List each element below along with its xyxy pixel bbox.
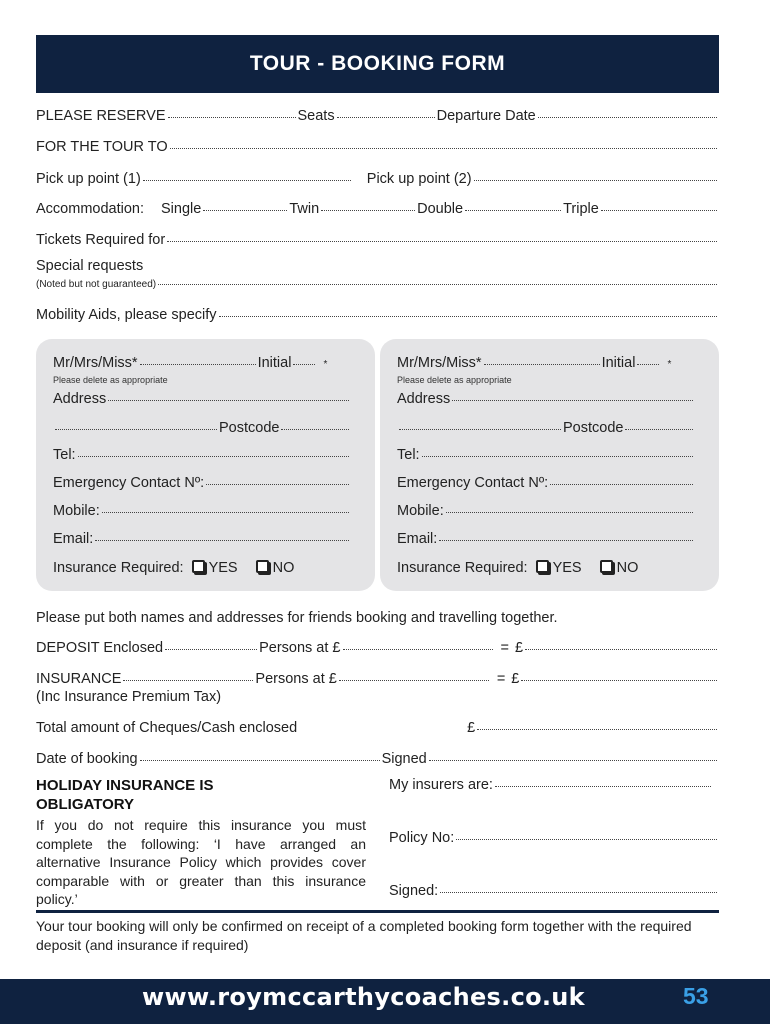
address-line2-field[interactable] [399,429,561,430]
triple-field[interactable] [601,210,717,211]
insurance-signed-label: Signed: [389,883,439,899]
insurance-yes-checkbox[interactable] [536,560,549,573]
title-label: Mr/Mrs/Miss* [53,355,138,371]
mobile-field[interactable] [102,512,349,513]
email-field[interactable] [95,540,349,541]
twin-field[interactable] [321,210,415,211]
pickup2-field[interactable] [474,180,717,181]
insurance-total-field[interactable] [521,680,717,681]
equals-sign: = [496,671,506,687]
email-label: Email: [397,531,438,547]
no-label: NO [272,560,295,576]
emergency-field[interactable] [550,484,693,485]
pickup1-label: Pick up point (1) [36,171,141,187]
emergency-field[interactable] [206,484,349,485]
tour-to-field[interactable] [170,148,717,149]
emergency-label: Emergency Contact Nº: [397,475,549,491]
initial-field[interactable] [293,364,315,365]
equals-sign: = [500,640,509,656]
delete-note: Please delete as appropriate [397,375,512,385]
confirmation-note: Your tour booking will only be confirmed on receipt of a completed booking form together with the required deposit (and insurance if required) [36,918,692,953]
both-names-note: Please put both names and addresses for friends booking and travelling together. [36,610,558,626]
accommodation-label: Accommodation: [36,201,144,217]
special-note: (Noted but not guaranteed) [36,279,157,290]
initial-label: Initial [601,355,636,371]
insurers-row [389,777,719,793]
persons-at-label: Persons at £ [255,671,337,687]
tel-label: Tel: [397,447,420,463]
address-line2-field[interactable] [55,429,217,430]
mobility-label: Mobility Aids, please specify [36,307,217,323]
asterisk: * [323,359,328,370]
seats-field[interactable] [168,117,296,118]
insurance-signed-row [389,883,719,899]
insurance-no-checkbox[interactable] [600,560,613,573]
name-field[interactable] [140,364,256,365]
page-number: 53 [683,983,709,1009]
deposit-amount-field[interactable] [343,649,493,650]
insurance-label: INSURANCE [36,671,122,687]
insurers-label: My insurers are: [389,777,493,793]
insurance-label: Insurance Required: [397,560,528,576]
email-label: Email: [53,531,94,547]
tour-to-label: FOR THE TOUR TO [36,139,168,155]
deposit-label: DEPOSIT Enclosed [36,640,164,656]
insurance-signed-field[interactable] [440,892,717,893]
insurance-note: If you do not require this insurance you must complete the following: ‘I have arranged an alternative Insurance Policy which provides cover comparable with or greater than this insurance policy.’ [36,817,366,907]
deposit-persons-field[interactable] [165,649,257,650]
seats-spacer [337,117,435,118]
initial-label: Initial [257,355,292,371]
mobile-label: Mobile: [53,503,100,519]
pound-sign: £ [467,720,476,736]
postcode-field[interactable] [625,429,693,430]
date-of-booking-field[interactable] [140,760,380,761]
address-field[interactable] [108,400,349,401]
emergency-label: Emergency Contact Nº: [53,475,205,491]
double-field[interactable] [465,210,561,211]
mobile-label: Mobile: [397,503,444,519]
persons-at-label: Persons at £ [259,640,341,656]
policy-row [389,830,719,846]
insurance-persons-field[interactable] [123,680,253,681]
insurance-amount-field[interactable] [339,680,489,681]
signed-field[interactable] [429,760,717,761]
postcode-label: Postcode [563,420,624,436]
tickets-row [36,232,719,248]
inc-tax-label: (Inc Insurance Premium Tax) [36,689,222,705]
departure-label: Departure Date [436,108,536,124]
email-field[interactable] [439,540,693,541]
policy-label: Policy No: [389,830,455,846]
divider [36,910,719,913]
address-label: Address [397,391,451,407]
total-field[interactable] [477,729,717,730]
single-label: Single [161,201,202,217]
insurance-label: Insurance Required: [53,560,184,576]
date-signed-row [36,751,719,767]
triple-label: Triple [563,201,599,217]
title-label: Mr/Mrs/Miss* [397,355,482,371]
passenger-panel-1 [36,339,375,591]
twin-label: Twin [289,201,320,217]
special-row [36,258,719,274]
tickets-field[interactable] [167,241,717,242]
insurers-field[interactable] [495,786,711,787]
pickup1-field[interactable] [143,180,351,181]
initial-field[interactable] [637,364,659,365]
tickets-label: Tickets Required for [36,232,166,248]
insurance-yes-checkbox[interactable] [192,560,205,573]
website-link[interactable]: www.roymccarthycoaches.co.uk [142,983,585,1011]
deposit-total-field[interactable] [525,649,717,650]
departure-date-field[interactable] [538,117,717,118]
tel-field[interactable] [422,456,693,457]
insurance-heading-line1: HOLIDAY INSURANCE IS [36,777,214,794]
insurance-heading-line2: OBLIGATORY [36,796,135,813]
mobile-field[interactable] [446,512,693,513]
pickup-row [36,171,719,187]
yes-label: YES [208,560,238,576]
reserve-label: PLEASE RESERVE [36,108,166,124]
double-label: Double [417,201,464,217]
reserve-row [36,108,719,124]
tel-label: Tel: [53,447,76,463]
pound-sign: £ [514,640,524,656]
passenger-panel-2 [380,339,719,591]
delete-note: Please delete as appropriate [53,375,168,385]
total-label: Total amount of Cheques/Cash enclosed [36,720,298,736]
address-field[interactable] [452,400,693,401]
address-label: Address [53,391,107,407]
special-note-row [36,279,719,290]
inc-tax-row [36,689,719,705]
signed-label: Signed [381,751,427,767]
mobility-field[interactable] [219,316,717,317]
yes-label: YES [552,560,582,576]
special-requests-field[interactable] [158,284,717,285]
mobility-row [36,307,719,323]
both-names-row [36,610,719,626]
insurance-row [36,671,719,687]
date-of-booking-label: Date of booking [36,751,138,767]
seats-label: Seats [297,108,335,124]
total-row [36,720,719,736]
policy-field[interactable] [456,839,717,840]
insurance-no-checkbox[interactable] [256,560,269,573]
no-label: NO [616,560,639,576]
pickup2-label: Pick up point (2) [366,171,472,187]
form-title: TOUR - BOOKING FORM [36,35,719,93]
special-label: Special requests [36,258,144,274]
accommodation-row [36,201,719,217]
tel-field[interactable] [78,456,349,457]
asterisk: * [667,359,672,370]
deposit-row [36,640,719,656]
name-field[interactable] [484,364,600,365]
tour-to-row [36,139,719,155]
insurance-heading [36,776,214,814]
single-field[interactable] [203,210,287,211]
postcode-field[interactable] [281,429,349,430]
pound-sign: £ [511,671,520,687]
postcode-label: Postcode [219,420,280,436]
